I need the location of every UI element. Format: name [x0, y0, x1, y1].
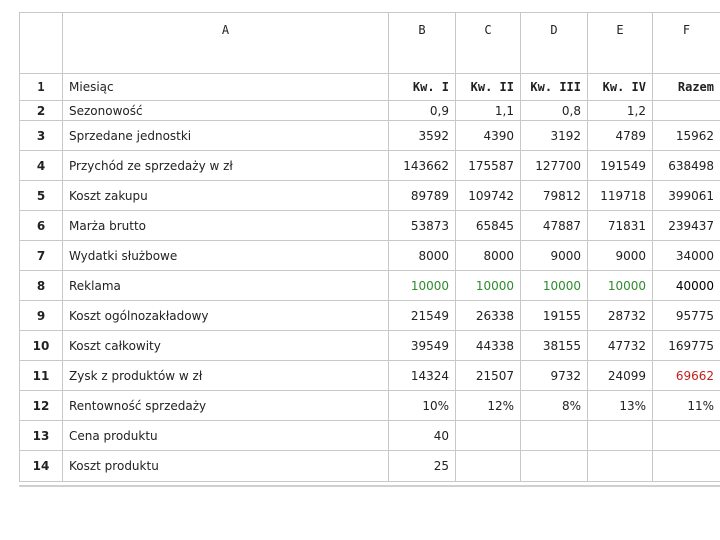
row-number[interactable]: 1 [20, 74, 63, 101]
value-cell[interactable]: 127700 [521, 151, 588, 181]
value-cell[interactable]: 47732 [588, 331, 653, 361]
row-label-cell[interactable]: Reklama [63, 271, 389, 301]
table-row [20, 301, 720, 331]
column-header-b[interactable]: B [389, 13, 456, 74]
row-number[interactable]: 6 [20, 211, 63, 241]
value-cell[interactable]: Kw. IV [588, 74, 653, 101]
table-row [20, 271, 720, 301]
spreadsheet-grid [19, 12, 720, 482]
table-row [20, 241, 720, 271]
value-cell[interactable]: 12% [456, 391, 521, 421]
row-label-cell[interactable]: Zysk z produktów w zł [63, 361, 389, 391]
value-cell[interactable]: 4789 [588, 121, 653, 151]
value-cell[interactable]: 10000 [389, 271, 456, 301]
value-cell[interactable]: 109742 [456, 181, 521, 211]
row-number[interactable]: 7 [20, 241, 63, 271]
value-cell[interactable]: 40 [389, 421, 456, 451]
value-cell[interactable]: 47887 [521, 211, 588, 241]
row-number[interactable]: 13 [20, 421, 63, 451]
row-label-cell[interactable]: Cena produktu [63, 421, 389, 451]
value-cell[interactable]: 71831 [588, 211, 653, 241]
table-row [20, 151, 720, 181]
value-cell[interactable] [521, 451, 588, 482]
value-cell[interactable]: 3192 [521, 121, 588, 151]
value-cell[interactable]: 8000 [456, 241, 521, 271]
value-cell[interactable]: 0,9 [389, 101, 456, 121]
table-row [20, 391, 720, 421]
row-label-cell[interactable]: Wydatki służbowe [63, 241, 389, 271]
column-header-e[interactable]: E [588, 13, 653, 74]
value-cell[interactable]: 4390 [456, 121, 521, 151]
row-number[interactable]: 3 [20, 121, 63, 151]
value-cell[interactable]: 40000 [653, 271, 720, 301]
value-cell[interactable] [588, 451, 653, 482]
value-cell[interactable]: 13% [588, 391, 653, 421]
column-header-f[interactable]: F [653, 13, 720, 74]
column-header-a[interactable]: A [63, 13, 389, 74]
value-cell[interactable]: 14324 [389, 361, 456, 391]
value-cell[interactable]: 169775 [653, 331, 720, 361]
value-cell[interactable]: 175587 [456, 151, 521, 181]
value-cell[interactable] [456, 421, 521, 451]
row-number[interactable]: 10 [20, 331, 63, 361]
row-number[interactable]: 4 [20, 151, 63, 181]
row-label-cell[interactable]: Koszt produktu [63, 451, 389, 482]
value-cell[interactable]: Kw. I [389, 74, 456, 101]
row-label-cell[interactable]: Rentowność sprzedaży [63, 391, 389, 421]
row-label-cell[interactable]: Sprzedane jednostki [63, 121, 389, 151]
grid-bottom-edge [19, 485, 720, 487]
value-cell[interactable]: 11% [653, 391, 720, 421]
table-row [20, 421, 720, 451]
value-cell[interactable]: 89789 [389, 181, 456, 211]
row-label-cell[interactable]: Koszt ogólnozakładowy [63, 301, 389, 331]
value-cell[interactable]: 10000 [521, 271, 588, 301]
value-cell[interactable]: 15962 [653, 121, 720, 151]
value-cell[interactable]: 28732 [588, 301, 653, 331]
value-cell[interactable]: 95775 [653, 301, 720, 331]
table-row [20, 451, 720, 482]
value-cell[interactable]: 79812 [521, 181, 588, 211]
value-cell[interactable]: 9000 [588, 241, 653, 271]
row-label-cell[interactable]: Przychód ze sprzedaży w zł [63, 151, 389, 181]
value-cell[interactable] [653, 101, 720, 121]
value-cell[interactable]: Kw. II [456, 74, 521, 101]
row-number[interactable]: 12 [20, 391, 63, 421]
value-cell[interactable]: 10000 [588, 271, 653, 301]
value-cell[interactable]: 239437 [653, 211, 720, 241]
value-cell[interactable]: Razem [653, 74, 720, 101]
value-cell[interactable]: 10% [389, 391, 456, 421]
value-cell[interactable]: 26338 [456, 301, 521, 331]
row-number[interactable]: 8 [20, 271, 63, 301]
row-label-cell[interactable]: Koszt zakupu [63, 181, 389, 211]
value-cell[interactable]: 9732 [521, 361, 588, 391]
value-cell[interactable]: 65845 [456, 211, 521, 241]
column-header-d[interactable]: D [521, 13, 588, 74]
value-cell[interactable]: 191549 [588, 151, 653, 181]
row-label-cell[interactable]: Sezonowość [63, 101, 389, 121]
value-cell[interactable]: 38155 [521, 331, 588, 361]
column-header-c[interactable]: C [456, 13, 521, 74]
value-cell[interactable] [653, 451, 720, 482]
value-cell[interactable]: 24099 [588, 361, 653, 391]
value-cell[interactable]: 3592 [389, 121, 456, 151]
value-cell[interactable]: 143662 [389, 151, 456, 181]
value-cell[interactable] [653, 421, 720, 451]
table-row [20, 101, 720, 121]
table-row [20, 74, 720, 101]
value-cell[interactable]: 39549 [389, 331, 456, 361]
row-number[interactable]: 2 [20, 101, 63, 121]
value-cell[interactable]: 25 [389, 451, 456, 482]
column-header-row [20, 13, 720, 74]
value-cell[interactable] [588, 421, 653, 451]
value-cell[interactable]: 34000 [653, 241, 720, 271]
value-cell[interactable] [456, 451, 521, 482]
value-cell[interactable]: 119718 [588, 181, 653, 211]
table-row [20, 121, 720, 151]
row-number[interactable]: 11 [20, 361, 63, 391]
value-cell[interactable]: 1,1 [456, 101, 521, 121]
row-number[interactable]: 5 [20, 181, 63, 211]
value-cell[interactable]: 0,8 [521, 101, 588, 121]
value-cell[interactable]: 69662 [653, 361, 720, 391]
table-row [20, 331, 720, 361]
value-cell[interactable]: 8000 [389, 241, 456, 271]
table-row [20, 211, 720, 241]
corner-cell[interactable] [20, 13, 63, 74]
value-cell[interactable]: 53873 [389, 211, 456, 241]
value-cell[interactable]: Kw. III [521, 74, 588, 101]
row-number[interactable]: 9 [20, 301, 63, 331]
value-cell[interactable]: 10000 [456, 271, 521, 301]
row-label-cell[interactable]: Marża brutto [63, 211, 389, 241]
row-label-cell[interactable]: Miesiąc [63, 74, 389, 101]
value-cell[interactable]: 399061 [653, 181, 720, 211]
value-cell[interactable]: 1,2 [588, 101, 653, 121]
row-label-cell[interactable]: Koszt całkowity [63, 331, 389, 361]
value-cell[interactable]: 44338 [456, 331, 521, 361]
table-row [20, 181, 720, 211]
row-number[interactable]: 14 [20, 451, 63, 482]
value-cell[interactable]: 8% [521, 391, 588, 421]
value-cell[interactable]: 19155 [521, 301, 588, 331]
value-cell[interactable]: 21507 [456, 361, 521, 391]
value-cell[interactable]: 638498 [653, 151, 720, 181]
value-cell[interactable] [521, 421, 588, 451]
value-cell[interactable]: 9000 [521, 241, 588, 271]
table-row [20, 361, 720, 391]
value-cell[interactable]: 21549 [389, 301, 456, 331]
